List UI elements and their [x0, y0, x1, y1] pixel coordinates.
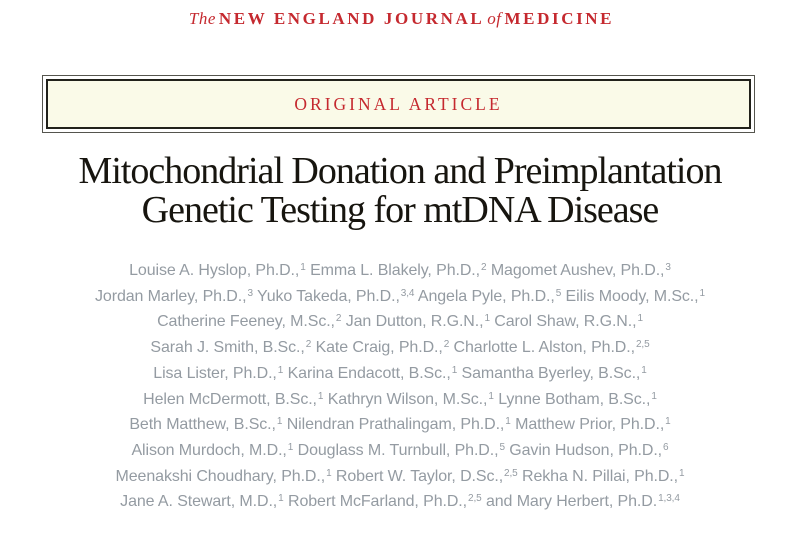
article-type-label: ORIGINAL ARTICLE	[294, 93, 503, 114]
article-title-line-2: Genetic Testing for mtDNA Disease	[141, 189, 659, 231]
journal-masthead	[0, 9, 800, 29]
affiliation-superscript: 1	[665, 416, 671, 428]
affiliation-superscript: 1	[277, 364, 284, 376]
original-article-banner	[46, 79, 751, 129]
masthead-medicine: MEDICINE	[504, 9, 615, 28]
author-list	[0, 258, 800, 515]
masthead-the: The	[188, 9, 216, 28]
article-title-line-1: Mitochondrial Donation and Preimplantation	[78, 150, 722, 192]
author-line: Meenakshi Choudhary, Ph.D.,$^1$ Robert W. Taylor, D.Sc.,$^{2,5}$ Rekha N. Pillai, Ph.D.,$^1$	[115, 467, 685, 485]
author-line: Alison Murdoch, M.D.,$^1$ Douglass M. Turnbull, Ph.D.,$^5$ Gavin Hudson, Ph.D.,$^6$	[131, 441, 669, 459]
affiliation-superscript: 1	[278, 493, 284, 505]
affiliation-superscript: 1	[651, 390, 657, 402]
affiliation-superscript: 2	[305, 339, 312, 351]
author-line: Jordan Marley, Ph.D.,$^3$ Yuko Takeda, Ph.D.,$^{3,4}$ Angela Pyle, Ph.D.,$^5$ Eilis Moody, M.Sc.,$^1$	[95, 287, 705, 305]
affiliation-superscript: 1	[287, 441, 294, 453]
author-line: Beth Matthew, B.Sc.,$^1$ Nilendran Prathalingam, Ph.D.,$^1$ Matthew Prior, Ph.D.,$^1$	[129, 416, 671, 434]
author-line: Lisa Lister, Ph.D.,$^1$ Karina Endacott, B.Sc.,$^1$ Samantha Byerley, B.Sc.,$^1$	[153, 364, 647, 382]
affiliation-superscript: 1	[679, 467, 685, 479]
affiliation-superscript: 1	[276, 416, 283, 428]
affiliation-superscript: 1	[326, 467, 332, 479]
affiliation-superscript: 1	[488, 390, 494, 402]
affiliation-superscript: 1	[300, 262, 306, 273]
affiliation-superscript: 5	[555, 287, 562, 299]
author-line: Helen McDermott, B.Sc.,$^1$ Kathryn Wilson, M.Sc.,$^1$ Lynne Botham, B.Sc.,$^1$	[143, 390, 657, 408]
author-line: Louise A. Hyslop, Ph.D.,$^1$ Emma L. Blakely, Ph.D.,$^2$ Magomet Aushev, Ph.D.,$^3$	[129, 262, 671, 279]
affiliation-superscript: 2,5	[504, 467, 518, 479]
affiliation-superscript: 1	[641, 364, 647, 376]
original-article-banner-frame	[42, 75, 755, 133]
affiliation-superscript: 1	[317, 390, 324, 402]
article-title	[0, 152, 800, 230]
masthead-of: of	[487, 9, 502, 28]
affiliation-superscript: 5	[499, 441, 505, 453]
affiliation-superscript: 1	[484, 313, 490, 325]
affiliation-superscript: 1	[637, 313, 643, 325]
affiliation-superscript: 2	[480, 262, 487, 273]
masthead-new-england-journal: NEW ENGLAND JOURNAL	[218, 9, 485, 28]
author-line: Sarah J. Smith, B.Sc.,$^2$ Kate Craig, Ph.D.,$^2$ Charlotte L. Alston, Ph.D.,$^{2,5}$	[150, 339, 650, 357]
affiliation-superscript: 1	[451, 364, 458, 376]
author-line: Jane A. Stewart, M.D.,$^1$ Robert McFarland, Ph.D.,$^{2,5}$ and Mary Herbert, Ph.D.$^{1,3,4}$	[120, 493, 680, 511]
affiliation-superscript: 3,4	[400, 287, 415, 299]
affiliation-superscript: 2,5	[467, 493, 482, 505]
affiliation-superscript: 1	[505, 416, 511, 428]
affiliation-superscript: 1	[699, 287, 705, 299]
affiliation-superscript: 3	[247, 287, 253, 299]
affiliation-superscript: 3	[665, 262, 671, 273]
affiliation-superscript: 2	[443, 339, 450, 351]
affiliation-superscript: 2,5	[635, 339, 650, 351]
affiliation-superscript: 2	[335, 313, 342, 325]
author-line: Catherine Feeney, M.Sc.,$^2$ Jan Dutton, R.G.N.,$^1$ Carol Shaw, R.G.N.,$^1$	[157, 313, 643, 331]
affiliation-superscript: 1,3,4	[658, 493, 680, 505]
affiliation-superscript: 6	[663, 441, 669, 453]
